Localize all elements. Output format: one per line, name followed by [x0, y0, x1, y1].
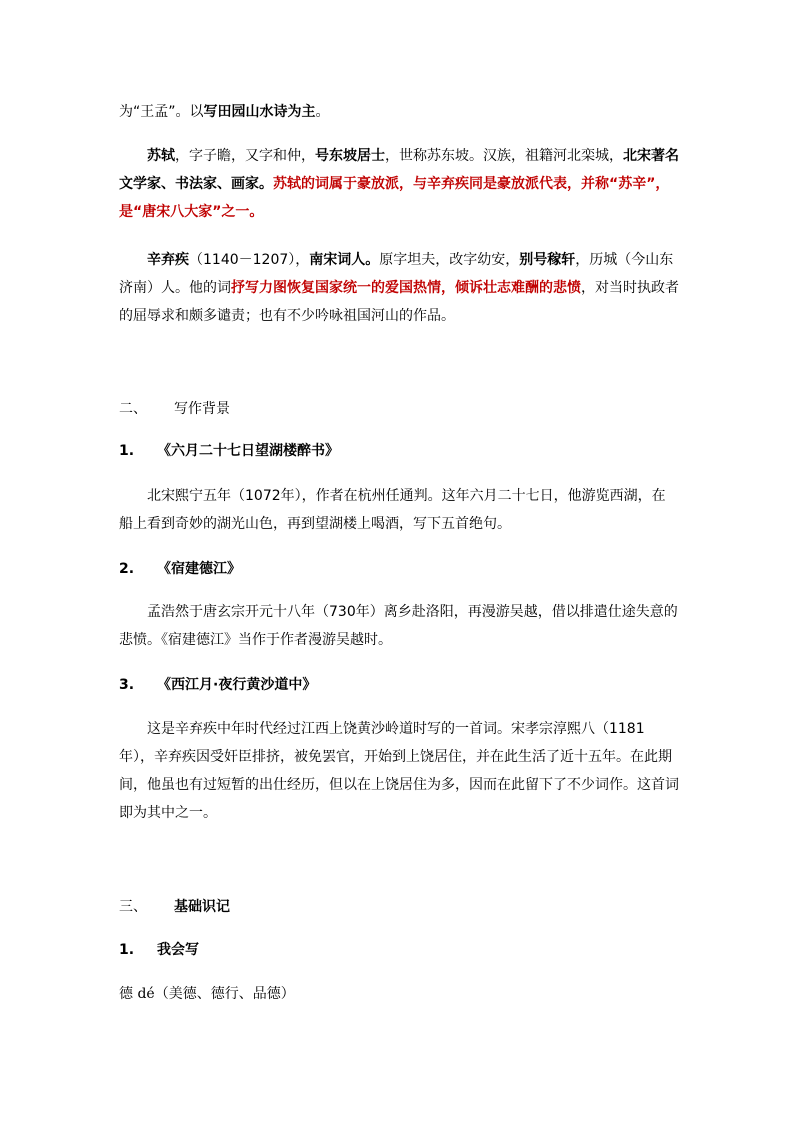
bold-text: 南宋词人。	[309, 252, 380, 268]
subheading-number: 1.	[119, 443, 135, 459]
text-span: ，对当时执政者的屈辱求和颇多谴责；也有不少吟咏祖国河山的作品。	[119, 280, 679, 324]
section-heading-basics	[119, 896, 230, 918]
sushi-paragraph	[119, 142, 679, 226]
bold-text: 北宋著名文学家、书法家、画家。	[119, 148, 679, 192]
author-name: 辛弃疾	[147, 252, 189, 268]
bold-text: 写田园山水诗为主	[203, 104, 316, 120]
section-heading-background	[119, 398, 230, 420]
subheading-3	[119, 674, 316, 696]
background-paragraph-3: 这是辛弃疾中年时代经过江西上饶黄沙岭道时写的一首词。宋孝宗淳熙八（1181年），辛弃疾因受奸臣排挤，被免罢官，开始到上饶居住，并在此生活了近十五年。在此期间，他虽也有过短暂的出仕经历，但以在上饶居住为多，因而在此留下了不少词作。这首词即为其中之一。	[119, 721, 679, 821]
section-number: 二、	[119, 401, 147, 417]
subheading-number: 3.	[119, 677, 135, 693]
bold-text: 别号稼轩	[519, 252, 576, 268]
text-span: 。	[315, 104, 330, 120]
subheading-write	[119, 939, 199, 961]
subheading-title: 我会写	[157, 942, 199, 958]
text-span: （1140－1207），	[189, 252, 310, 268]
author-name: 苏轼	[147, 148, 175, 164]
xinqiji-paragraph	[119, 246, 679, 330]
text-span: ，字子瞻，又字和仲，	[175, 148, 315, 164]
bold-text: 号东坡居士	[315, 148, 385, 164]
highlight-text: 苏轼的词属于豪放派，与辛弃疾同是豪放派代表，并称“苏辛”，是“唐宋八大家”之一。	[119, 176, 670, 220]
text-span: 原字坦夫，改字幼安，	[379, 252, 520, 268]
section-number: 三、	[119, 899, 147, 915]
subheading-title: 《六月二十七日望湖楼醉书》	[157, 443, 339, 459]
subheading-2	[119, 558, 241, 580]
background-paragraph-1: 北宋熙宁五年（1072年），作者在杭州任通判。这年六月二十七日，他游览西湖，在船上看到奇妙的湖光山色，再到望湖楼上喝酒，写下五首绝句。	[119, 488, 666, 532]
subheading-number: 2.	[119, 561, 135, 577]
highlight-text: 抒写力图恢复国家统一的爱国热情，倾诉壮志难酬的悲愤	[231, 280, 581, 296]
subheading-number: 1.	[119, 942, 135, 958]
text-span: ，世称苏东坡。汉族，祖籍河北栾城，	[385, 148, 623, 164]
background-paragraph-2: 孟浩然于唐玄宗开元十八年（730年）离乡赴洛阳，再漫游吴越，借以排遣仕途失意的悲愤。《宿建德江》当作于作者漫游吴越时。	[119, 604, 678, 648]
section-title: 基础识记	[174, 899, 230, 915]
text-span: 为“王孟”。以	[119, 104, 204, 120]
section-title: 写作背景	[174, 401, 230, 417]
vocab-line: 德 dé（美德、德行、品德）	[119, 986, 295, 1002]
text-span: ，历城（今山东济南）人。他的词	[119, 252, 674, 296]
subheading-title: 《西江月·夜行黄沙道中》	[157, 677, 317, 693]
subheading-title: 《宿建德江》	[157, 561, 241, 577]
intro-wangmeng-paragraph	[119, 98, 679, 126]
subheading-1	[119, 440, 339, 462]
